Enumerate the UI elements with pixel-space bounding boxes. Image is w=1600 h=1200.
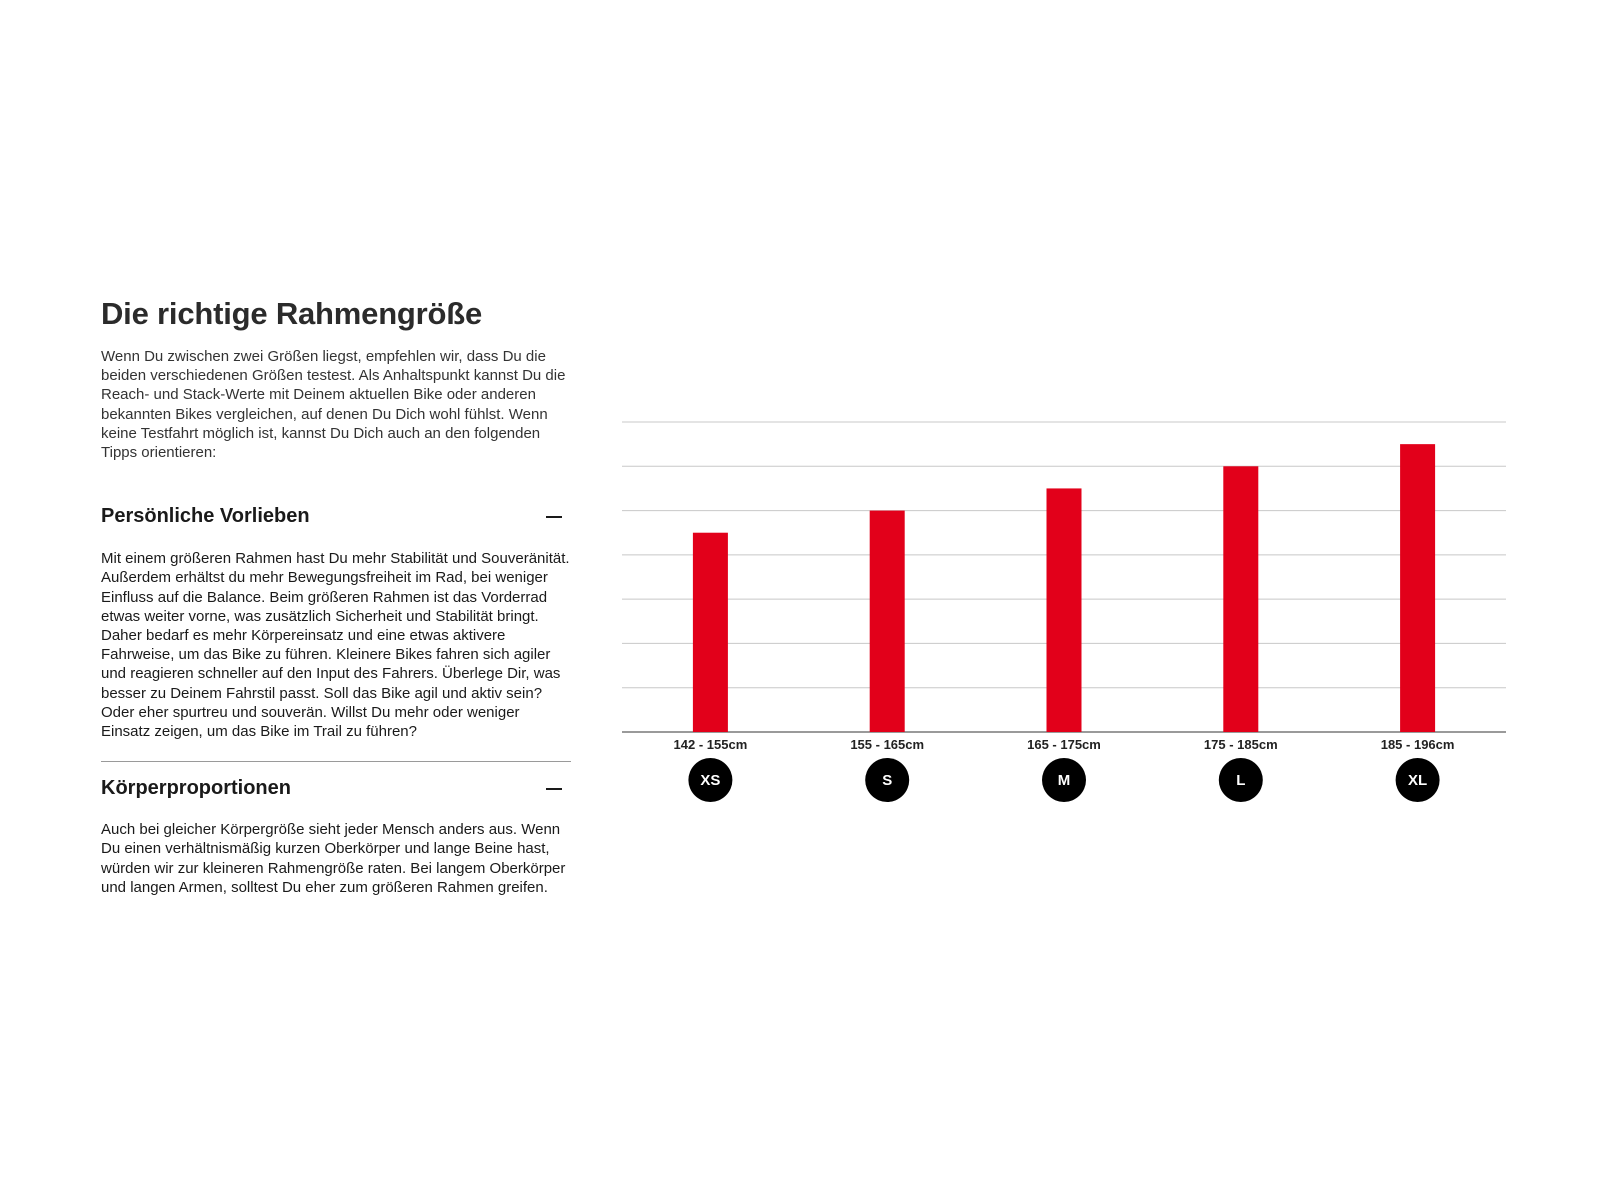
bar-m bbox=[1047, 488, 1082, 732]
bar-xs bbox=[693, 533, 728, 732]
accordion-body: Auch bei gleicher Körpergröße sieht jeder Mensch anders aus. Wenn Du einen verhältnismäßig kurzen Oberkörper und lange Beine hast, würden wir zur kleineren Rahmengröße raten. Bei langem Oberkörper und langen Armen, solltest Du eher zum größeren Rahmen greifen. bbox=[101, 821, 566, 896]
x-tick-label: 165 - 175cm bbox=[1027, 737, 1101, 752]
size-badge-label: XL bbox=[1408, 772, 1428, 789]
bar-xl bbox=[1400, 444, 1435, 732]
x-tick-label: 142 - 155cm bbox=[673, 737, 748, 752]
bar-s bbox=[870, 511, 905, 732]
size-badge-label: XS bbox=[700, 772, 721, 789]
accordion-body: Mit einem größeren Rahmen hast Du mehr Stabilität und Souveränität. Außerdem erhältst du mehr Bewegungsfreiheit im Rad, bei weniger Einfluss auf die Balance. Beim größeren Rahmen ist das Vorderrad etwas weiter vorne, was zusätzlich Sicherheit und Stabilität bringt. Daher bedarf es mehr Körpereinsatz und eine etwas aktivere Fahrweise, um das Bike zu führen. Kleinere Bikes fahren sich agiler und reagieren schneller auf den Input des Fahrers. Überlege Dir, was besser zu Deinem Fahrstil passt. Soll das Bike agil und aktiv sein? Oder eher spurtreu und souverän. Willst Du mehr oder weniger Einsatz zeigen, um das Bike im Trail zu führen? bbox=[101, 550, 570, 741]
size-badge-label: S bbox=[882, 772, 893, 789]
size-badge-label: M bbox=[1057, 772, 1071, 789]
x-tick-label: 185 - 196cm bbox=[1380, 737, 1455, 752]
size-badge-label: L bbox=[1236, 772, 1246, 789]
accordion-title: Körperproportionen bbox=[101, 777, 291, 800]
intro-text: Wenn Du zwischen zwei Größen liegst, empfehlen wir, dass Du die beiden verschiedenen Größen testest. Als Anhaltspunkt kannst Du die Reach- und Stack-Werte mit Deinem aktuellen Bike oder anderen bekannten Bikes vergleichen, auf denen Du Dich wohl fühlst. Wenn keine Testfahrt möglich ist, kannst Du Dich auch an den folgenden Tipps orientieren: bbox=[101, 348, 566, 462]
page-title: Die richtige Rahmengröße bbox=[101, 296, 483, 331]
accordion-title: Persönliche Vorlieben bbox=[101, 505, 310, 528]
x-tick-label: 175 - 185cm bbox=[1203, 737, 1278, 752]
bar-l bbox=[1223, 466, 1258, 732]
x-tick-label: 155 - 165cm bbox=[850, 737, 925, 752]
